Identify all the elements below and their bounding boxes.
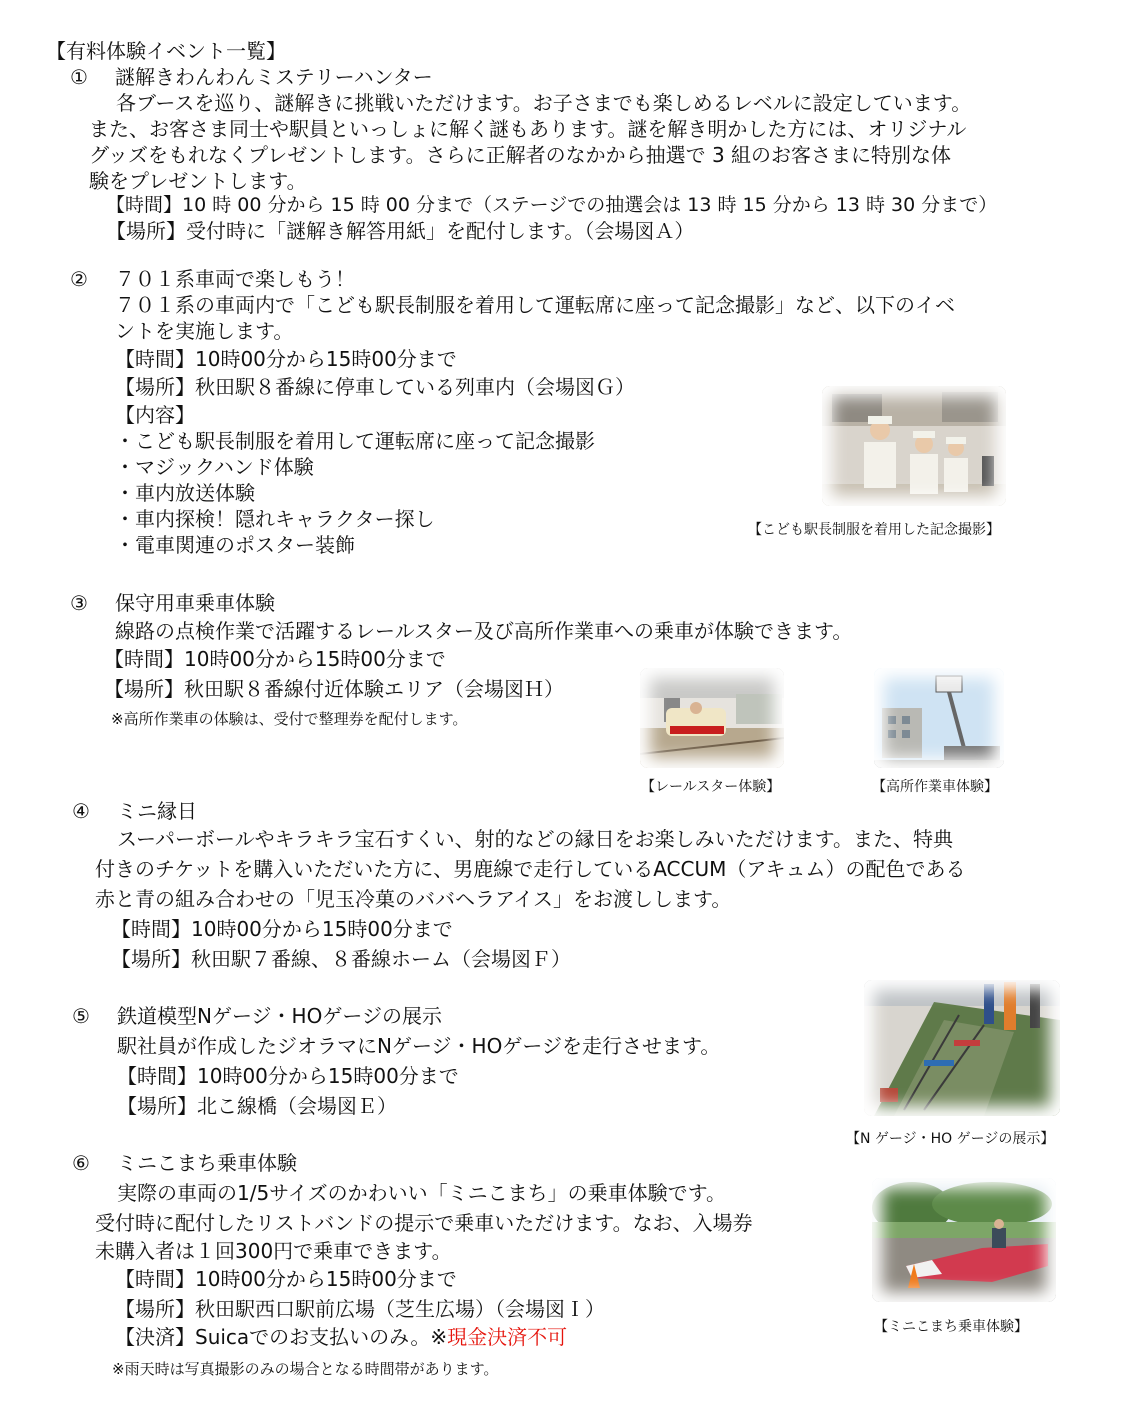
event-1-time: 【時間】10 時 00 分から 15 時 00 分まで（ステージでの抽選会は 13 時 15 分から 13 時 30 分まで） [106,194,998,216]
event-4-desc-line-2: 付きのチケットを購入いただいた方に、男鹿線で走行しているACCUM（アキュム）の配色である [95,857,966,881]
event-2-title: ７０１系車両で楽しもう！ [115,267,355,291]
cash-not-accepted-warning: 現金決済不可 [447,1325,568,1349]
page-heading: 【有料体験イベント一覧】 [46,39,286,63]
event-2-item-3: ・車内放送体験 [115,481,255,505]
event-4-number: ④ [72,799,90,823]
event-4-desc-line-3: 赤と青の組み合わせの「児玉冷菓のババヘラアイス」をお渡しします。 [95,887,732,911]
event-4-time: 【時間】10時00分から15時00分まで [111,917,453,941]
event-6-place: 【場所】秋田駅西口駅前広場（芝生広場）（会場図Ｉ） [115,1297,605,1321]
event-5-time: 【時間】10時00分から15時00分まで [117,1064,459,1088]
rail-star-photo [640,668,784,768]
event-1-desc-line-1: 各ブースを巡り、謎解きに挑戦いただけます。お子さまでも楽しめるレベルに設定しています。 [116,91,972,115]
event-2-item-5: ・電車関連のポスター装飾 [115,533,355,557]
station-staff-uniform-photo [822,386,1006,506]
event-6-time: 【時間】10時00分から15時00分まで [115,1267,457,1291]
event-2-number: ② [70,267,88,291]
event-1-desc-line-4: 験をプレゼントします。 [89,169,307,193]
event-1-desc-line-2: また、お客さま同士や駅員といっしょに解く謎もあります。謎を解き明かした方には、オリジナル [89,117,967,141]
event-5-place: 【場所】北こ線橋（会場図Ｅ） [117,1094,397,1118]
event-6-payment [115,1324,567,1350]
event-4-title: ミニ縁日 [117,799,197,823]
event-1-desc-line-3: グッズをもれなくプレゼントします。さらに正解者のなかから抽選で 3 組のお客さまに特別な体 [89,143,952,167]
event-2-photo-caption: 【こども駅長制服を着用した記念撮影】 [748,522,1000,538]
event-5-desc-line-1: 駅社員が作成したジオラマにNゲージ・HOゲージを走行させます。 [117,1034,721,1058]
event-5-number: ⑤ [72,1004,90,1028]
event-3-photo-caption-2: 【高所作業車体験】 [872,779,998,795]
mini-komachi-photo [872,1178,1056,1302]
event-2-place: 【場所】秋田駅８番線に停車している列車内（会場図Ｇ） [115,375,635,399]
event-2-desc-line-1: ７０１系の車両内で「こども駅長制服を着用して運転席に座って記念撮影」など、以下のイベ [115,293,955,317]
event-6-desc-line-3: 未購入者は１回300円で乗車できます。 [95,1239,452,1263]
event-3-desc-line-1: 線路の点検作業で活躍するレールスター及び高所作業車への乗車が体験できます。 [115,619,853,643]
event-6-desc-line-1: 実際の車両の1/5サイズのかわいい「ミニこまち」の乗車体験です。 [117,1181,726,1205]
event-6-photo-caption: 【ミニこまち乗車体験】 [874,1319,1028,1335]
event-4-desc-line-1: スーパーボールやキラキラ宝石すくい、射的などの縁日をお楽しみいただけます。また、特典 [117,827,953,851]
event-2-item-1: ・こども駅長制服を着用して運転席に座って記念撮影 [115,429,595,453]
event-3-number: ③ [70,591,88,615]
event-2-desc-line-2: ントを実施します。 [115,319,294,343]
event-2-item-4: ・車内探検！隠れキャラクター探し [115,507,435,531]
event-6-payment-label: 【決済】Suicaでのお支払いのみ。※ [115,1325,448,1349]
event-5-photo-caption: 【N ゲージ・HO ゲージの展示】 [846,1131,1055,1147]
event-1-place: 【場所】受付時に「謎解き解答用紙」を配付します。（会場図Ａ） [106,219,695,243]
event-2-time: 【時間】10時00分から15時00分まで [115,347,457,371]
event-6-number: ⑥ [72,1151,90,1175]
event-1-number: ① [70,65,88,89]
event-6-desc-line-2: 受付時に配付したリストバンドの提示で乗車いただけます。なお、入場券 [95,1211,753,1235]
event-3-place: 【場所】秋田駅８番線付近体験エリア（会場図Ｈ） [104,677,564,701]
event-2-item-2: ・マジックハンド体験 [115,455,314,479]
event-6-title: ミニこまち乗車体験 [117,1151,297,1175]
event-3-title: 保守用車乗車体験 [115,591,275,615]
event-6-note: ※雨天時は写真撮影のみの場合となる時間帯があります。 [112,1360,499,1378]
model-train-diorama-photo [864,980,1060,1116]
event-5-title: 鉄道模型Nゲージ・HOゲージの展示 [117,1004,442,1028]
event-3-photo-caption-1: 【レールスター体験】 [641,779,781,795]
event-4-place: 【場所】秋田駅７番線、８番線ホーム（会場図Ｆ） [111,947,571,971]
event-3-time: 【時間】10時00分から15時00分まで [104,647,446,671]
event-2-content-label: 【内容】 [115,403,195,427]
aerial-work-vehicle-photo [874,668,1004,768]
event-1-title: 謎解きわんわんミステリーハンター [115,65,433,89]
event-3-note: ※高所作業車の体験は、受付で整理券を配付します。 [111,710,468,728]
